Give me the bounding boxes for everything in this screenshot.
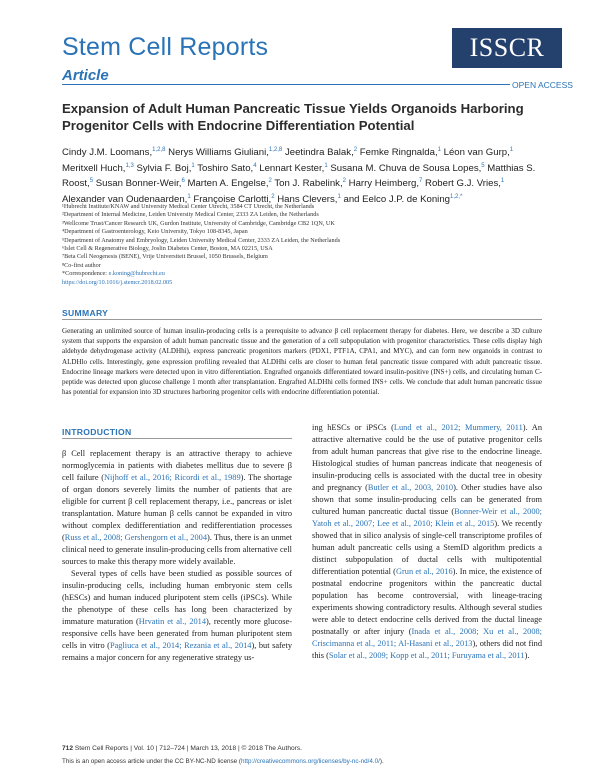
affiliations — [62, 203, 542, 287]
body-text: ). The shortage of organ donors severely limits the number of patients that are eligible for current β cell replacement therapy, i.e., pancreas or islet transplantation. Mature human β cells cannot be expanded in vitro without complex dedifferentiation and redifferentiation processes ( — [62, 473, 293, 542]
summary-rule — [62, 319, 542, 320]
body-text: ), others did not find this ( — [312, 639, 542, 660]
author-affiliation-marker: 4 — [253, 162, 257, 169]
body-text: ). — [524, 651, 530, 660]
author-affiliation-marker: 1,2,8 — [152, 147, 166, 153]
license-text: This is an open access article under the CC BY-NC-ND license ( — [62, 758, 241, 765]
footer-citation: Stem Cell Reports | Vol. 10 | 712–724 | March 13, 2018 | © 2018 The Authors. — [74, 745, 302, 752]
citation-link[interactable]: Bonner-Weir et al., 2000; Yatoh et al., 2007; Lee et al., 2010; Klein et al., 2015 — [312, 507, 542, 528]
author-name: Jeetindra Balak, — [284, 147, 354, 159]
summary-text: Generating an unlimited source of human insulin-producing cells is a prerequisite to advance β cell replacement therapy for diabetes. Here, we describe a 3D culture system that supports the expansion of adult human pancreatic tissue and the generation of a cell subpopulation with progenitor characteristics. These cells display high aldehyde dehydrogenase activity (ALDHhi), express pancreatic progenitors markers (PDX1, PTF1A, CPA1, and MYC), and can form new organoids in contrast to ALDHlo cells. Interestingly, gene expression profiling revealed that ALDHhi cells are closer to human fetal pancreatic tissue compared with adult pancreatic tissue. Endocrine lineage markers were detected upon in vitro differentiation. Engrafted organoids differentiated toward insulin-positive (INS+) cells, and circulating human C-peptide was detected upon glucose challenge 1 month after transplantation. Engrafted ALDHhi cells formed INS+ cells. We conclude that adult human pancreatic tissue has potential for expansion into 3D structures harboring progenitor cells with endocrine differentiation potential. — [62, 327, 542, 397]
author-affiliation-marker: 1,2,* — [450, 193, 463, 200]
author-name: Léon van Gurp, — [443, 147, 510, 159]
body-text: ). We recently showed that in silico analysis of single-cell transcriptome profiles of human adult pancreatic cells using a StemID algorithm predicts a distinct subpopulation of ductal cells with multipotential differentiation potential ( — [312, 519, 542, 576]
body-text: Several types of cells have been studied as possible sources of insulin-producing cells, including human embryonic stem cells (hESCs) and human induced pluripotent stem cells (iPSCs). While the phenotype of these cells has long been characterized by immature maturation ( — [62, 569, 292, 626]
summary-heading: SUMMARY — [62, 308, 109, 318]
author-affiliation-marker: 1,2,8 — [268, 147, 283, 153]
author-affiliation-marker: 5 — [89, 177, 94, 184]
author-affiliation-marker: 6 — [181, 177, 185, 184]
doi-link[interactable]: https://doi.org/10.1016/j.stemcr.2018.02.005 — [62, 278, 173, 286]
author — [425, 178, 504, 189]
author — [330, 163, 484, 174]
license-link[interactable]: http://creativecommons.org/licenses/by-nc-nd/4.0/ — [240, 758, 380, 765]
author — [285, 147, 357, 158]
journal-title: Stem Cell Reports — [62, 33, 269, 61]
author-name: Nerys Williams Giuliani, — [168, 147, 269, 159]
author — [136, 163, 194, 174]
correspondence-label: *Correspondence: — [62, 270, 108, 278]
affiliation-line: ²Department of Internal Medicine, Leiden University Medical Center, 2333 ZA Leiden, the Netherlands — [62, 211, 319, 219]
author-affiliation-marker: 2 — [353, 147, 358, 153]
author-name: Meritxell Huch, — [62, 162, 126, 174]
author-list — [62, 144, 542, 206]
author-name: Hans Clevers, — [277, 193, 338, 205]
body-text: ), recently more glucose-responsive cells have been generated from human pluripotent stem cells in vitro ( — [62, 617, 293, 650]
author-name: Françoise Carlotti, — [193, 193, 272, 205]
header-rule — [62, 84, 510, 85]
page-footer — [62, 745, 302, 752]
author-name: Femke Ringnalda, — [359, 147, 438, 159]
citation-link[interactable]: Hrvatin et al., 2014 — [138, 617, 207, 626]
author — [187, 178, 271, 189]
author-name: and Eelco J.P. de Koning — [343, 193, 450, 205]
introduction-rule — [62, 438, 292, 439]
citation-link[interactable]: Grun et al., 2016 — [395, 567, 453, 576]
author-affiliation-marker: 5 — [481, 162, 485, 169]
author-affiliation-marker: 1,3 — [125, 162, 134, 169]
citation-link[interactable]: Pagliuca et al., 2014; Rezania et al., 2014 — [109, 641, 252, 650]
body-paragraph — [312, 422, 542, 662]
body-text: β Cell replacement therapy is an attractive therapy to achieve normoglycemia in patients with diabetes mellitus due to severe β cell failure ( — [62, 449, 292, 482]
author — [62, 163, 134, 174]
author — [349, 178, 423, 189]
body-text: ing hESCs or iPSCs ( — [312, 423, 394, 432]
author-name: Cindy J.M. Loomans, — [62, 147, 153, 159]
author-name: Susana M. Chuva de Sousa Lopes, — [330, 162, 482, 174]
author — [274, 178, 346, 189]
author-affiliation-marker: 1 — [437, 147, 441, 153]
author — [96, 178, 185, 189]
author-affiliation-marker: 1 — [191, 162, 195, 169]
author — [197, 163, 256, 174]
body-paragraph — [62, 568, 292, 664]
author-name: Toshiro Sato, — [197, 162, 254, 174]
page-number: 712 — [62, 745, 74, 752]
citation-link[interactable]: Nijhoff et al., 2016; Ricordi et al., 1989 — [104, 473, 241, 482]
author-affiliation-marker: 2 — [271, 193, 275, 200]
author-affiliation-marker: 1 — [337, 193, 341, 200]
citation-link[interactable]: Butler et al., 2003, 2010 — [367, 483, 454, 492]
citation-link[interactable]: Lund et al., 2012; Mummery, 2011 — [393, 423, 523, 432]
author-affiliation-marker: 2 — [268, 177, 272, 184]
body-text: ). Other studies have also shown that some insulin-producing cells can be generated from cultured human pancreatic ductal tissue ( — [312, 483, 543, 516]
author — [444, 147, 513, 158]
author — [259, 163, 327, 174]
author-affiliation-marker: 1 — [500, 177, 505, 184]
author-affiliation-marker: 1 — [187, 193, 191, 200]
author-name: Ton J. Rabelink, — [274, 178, 343, 190]
author-affiliation-marker: 1 — [324, 162, 328, 169]
correspondence — [62, 270, 542, 278]
author — [360, 147, 441, 158]
affiliation-line: ⁴Department of Gastroenterology, Keio University, Tokyo 108-8345, Japan — [62, 228, 248, 236]
author-name: Susan Bonner-Weir, — [95, 178, 182, 190]
open-access-label: OPEN ACCESS — [512, 80, 573, 90]
affiliation-line: ⁵Department of Anatomy and Embryology, Leiden University Medical Center, 2333 ZA Leiden, the Netherlands — [62, 236, 341, 244]
article-title: Expansion of Adult Human Pancreatic Tissue Yields Organoids Harboring Progenitor Cells with Endocrine Differentiation Potential — [62, 101, 524, 133]
body-text: ). In mice, the existence of postnatal endocrine progenitors within the pancreatic ductal population has become controversial, with lineage-tracing experiments showing contradictory results. Although several studies were able to detect endocrine cells derived from the ductal lineage postnatally or after injury ( — [312, 567, 543, 636]
affiliation-line: ⁸Co-first author — [62, 261, 101, 269]
author-name: Robert G.J. Vries, — [425, 178, 501, 190]
article-type: Article — [62, 67, 109, 84]
author — [168, 147, 282, 158]
author-affiliation-marker: 1 — [509, 147, 514, 153]
affiliation-line: ⁶Islet Cell & Regenerative Biology, Joslin Diabetes Center, Boston, MA 02215, USA — [62, 245, 273, 253]
author — [62, 147, 165, 158]
affiliation-line: ⁷Beta Cell Neogenesis (BENE), Vrije Universiteit Brussel, 1050 Brussels, Belgium — [62, 253, 268, 261]
author-name: Harry Heimberg, — [348, 178, 420, 190]
body-text: ). An attractive alternative could be the use of putative progenitor cells from adult human pancreas that give rise to the endocrine lineage. Histological studies of human pancreas indicate that neogenesis of insulin-producing cells is associated with the ductal tree in obesity and pregnancy ( — [312, 423, 542, 492]
author-name: Matthias S. Roost, — [62, 162, 536, 190]
body-column-right — [312, 422, 542, 662]
introduction-heading: INTRODUCTION — [62, 427, 132, 437]
citation-link[interactable]: Solar et al., 2009; Kopp et al., 2011; Furuyama et al., 2011 — [328, 651, 525, 660]
body-text: ), but safety remains a major concern for any regenerative strategy us- — [62, 641, 293, 662]
author-affiliation-marker: 7 — [419, 177, 423, 184]
body-text: ). Thus, there is an unmet clinical need to generate insulin-producing cells from alternative cell sources to make this therapy more widely available. — [62, 533, 292, 566]
body-paragraph — [62, 448, 292, 568]
body-column-left — [62, 448, 292, 664]
author-affiliation-marker: 2 — [342, 177, 346, 184]
isscr-logo: ISSCR — [452, 28, 562, 68]
license-end: ). — [379, 758, 384, 765]
citation-link[interactable]: Russ et al., 2008; Gershengorn et al., 2004 — [64, 533, 207, 542]
affiliation-line: ¹Hubrecht Institute/KNAW and University Medical Center Utrecht, 3584 CT Utrecht, the Netherlands — [62, 203, 315, 210]
citation-link[interactable]: Inada et al., 2008; Xu et al., 2008; Criscimanna et al., 2011; Al-Hasani et al., 2013 — [312, 627, 542, 648]
author-name: Marten A. Engelse, — [187, 178, 269, 190]
license-line — [62, 758, 384, 765]
author-name: Sylvia F. Boj, — [136, 162, 192, 174]
author-name: Lennart Kester, — [259, 162, 325, 174]
correspondence-email[interactable]: e.koning@hubrecht.eu — [108, 270, 165, 278]
affiliation-line: ³Wellcome Trust/Cancer Research UK, Gurdon Institute, University of Cambridge, Cambridge CB2 1QN, UK — [62, 219, 335, 227]
author-name: Alexander van Oudenaarden, — [62, 193, 188, 205]
